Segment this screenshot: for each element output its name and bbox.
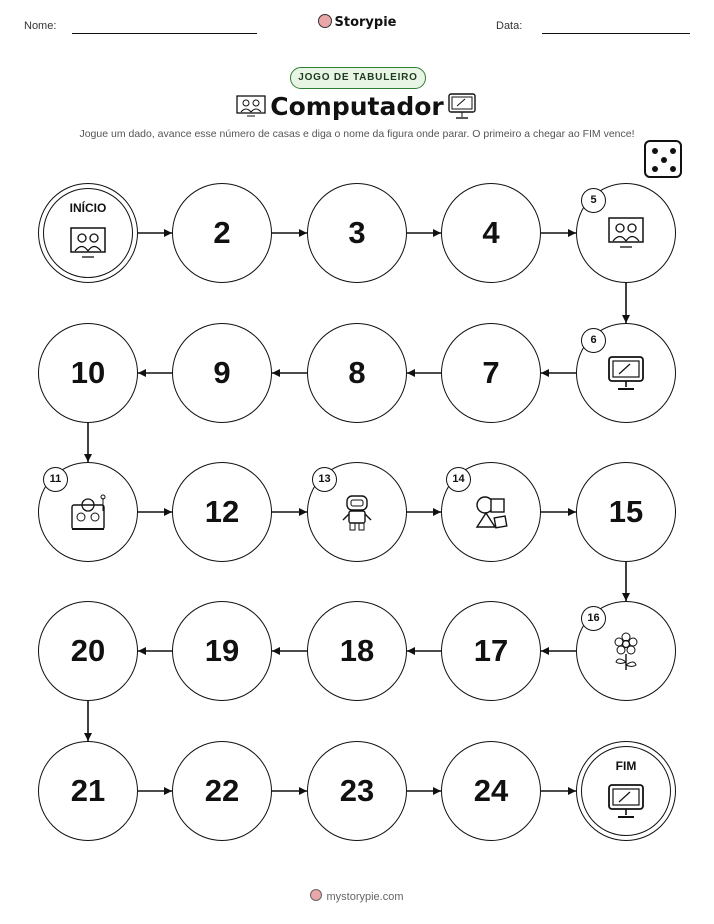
board-space [38, 601, 138, 701]
shapes-icon [471, 493, 511, 533]
space-number: 18 [339, 633, 375, 668]
space-number: 7 [482, 355, 500, 390]
space-number: 24 [473, 773, 509, 808]
board-space [172, 183, 272, 283]
space-number-badge: 11 [43, 467, 68, 492]
arrow-head [272, 647, 280, 655]
monitor-icon [606, 782, 646, 822]
arrow-head [84, 733, 92, 741]
footer-site [0, 889, 714, 903]
space-number: 15 [608, 494, 644, 529]
board-space [441, 462, 541, 562]
page-title: Computador [270, 92, 444, 121]
arrow-head [299, 508, 307, 516]
footer-url: mystorypie.com [326, 891, 404, 903]
arrow-head [84, 454, 92, 462]
board-space [576, 462, 676, 562]
board-space [307, 741, 407, 841]
board-space [441, 323, 541, 423]
family-photo-icon [68, 224, 108, 264]
board-space [172, 741, 272, 841]
space-number: 8 [348, 355, 366, 390]
arrow-head [568, 229, 576, 237]
space-number-badge: 13 [312, 467, 337, 492]
family-photo-icon [606, 214, 646, 254]
board-space [576, 601, 676, 701]
space-number-badge: 6 [581, 328, 606, 353]
game-type-badge: JOGO DE TABULEIRO [290, 67, 426, 89]
storypie-logo-icon [310, 889, 322, 901]
board-space [576, 183, 676, 283]
board-space [441, 741, 541, 841]
board-space [307, 183, 407, 283]
space-number: 20 [70, 633, 106, 668]
space-number-badge: 16 [581, 606, 606, 631]
arrow-head [272, 369, 280, 377]
space-label: FIM [615, 759, 637, 773]
board-space [38, 462, 138, 562]
space-number: 9 [213, 355, 231, 390]
board-space [441, 601, 541, 701]
space-number-badge: 5 [581, 188, 606, 213]
board-space [576, 741, 676, 841]
space-number: 22 [204, 773, 240, 808]
space-number-badge: 14 [446, 467, 471, 492]
arrow-head [164, 229, 172, 237]
name-label: Nome: [24, 20, 57, 32]
arrow-head [622, 315, 630, 323]
arrow-head [568, 508, 576, 516]
arrow-head [299, 787, 307, 795]
arrow-head [407, 647, 415, 655]
date-label: Data: [496, 20, 523, 32]
space-number: 2 [213, 215, 231, 250]
space-number: 12 [204, 494, 240, 529]
board-space [172, 462, 272, 562]
board-space [307, 323, 407, 423]
arrow-head [407, 369, 415, 377]
space-number: 19 [204, 633, 240, 668]
board-space [307, 601, 407, 701]
arrow-head [299, 229, 307, 237]
arrow-head [138, 369, 146, 377]
board-space [172, 323, 272, 423]
brand-name: Storypie [334, 15, 397, 30]
monitor-icon [606, 354, 646, 394]
board-space [172, 601, 272, 701]
arrow-head [568, 787, 576, 795]
instructions: Jogue um dado, avance esse número de casas e diga o nome da figura onde parar. O primeiro a chegar ao FIM vence! [79, 128, 635, 140]
space-number: 10 [70, 355, 106, 390]
board-space [441, 183, 541, 283]
arrow-head [541, 369, 549, 377]
board-space [307, 462, 407, 562]
board-space [38, 741, 138, 841]
arrow-head [541, 647, 549, 655]
space-number: 23 [339, 773, 375, 808]
space-number: 17 [473, 633, 509, 668]
flower-icon [606, 632, 646, 672]
arrow-head [433, 229, 441, 237]
arrow-head [164, 508, 172, 516]
arrow-head [433, 787, 441, 795]
board-space [38, 183, 138, 283]
board-space [576, 323, 676, 423]
arrow-head [433, 508, 441, 516]
arrow-head [138, 647, 146, 655]
space-label: INÍCIO [69, 201, 107, 215]
arrow-head [622, 593, 630, 601]
robot-icon [337, 493, 377, 533]
space-number: 4 [482, 215, 500, 250]
board-space [38, 323, 138, 423]
space-number: 3 [348, 215, 366, 250]
machine-icon [68, 493, 108, 533]
arrow-head [164, 787, 172, 795]
space-number: 21 [70, 773, 106, 808]
